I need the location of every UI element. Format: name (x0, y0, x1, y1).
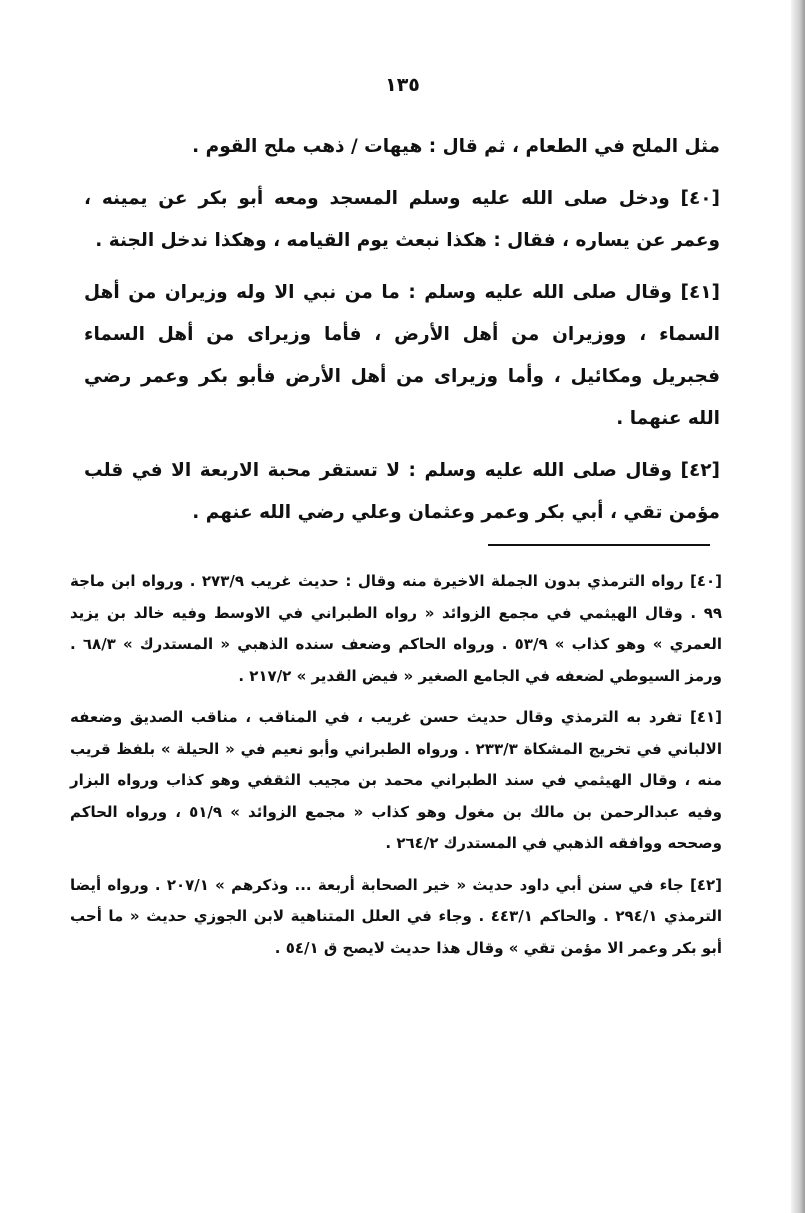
page-edge-shadow (791, 0, 805, 1213)
main-text (84, 126, 720, 544)
paragraph-42: [٤٢] وقال صلى الله عليه وسلم : لا تستقر محبة الاربعة الا في قلب مؤمن تقي ، أبي بكر وعمر وعثمان وعلي رضي الله عنهم . (84, 460, 720, 523)
footnote-42: [٤٢] جاء في سنن أبي داود حديث « خير الصحابة أربعة ... وذكرهم » ٢٠٧/١ . ورواه أيضا الترمذي ٢٩٤/١ . والحاكم ٤٤٣/١ . وجاء في العلل المتناهية لابن الجوزي حديث « ما أحب أبو بكر وعمر الا مؤمن تقي » وقال هذا حديث لايصح ق ٥٤/١ . (70, 875, 722, 957)
footnote-40: [٤٠] رواه الترمذي بدون الجملة الاخيرة منه وقال : حديث غريب ٢٧٣/٩ . ورواه ابن ماجة ٩٩ . وقال الهيثمي في مجمع الزوائد « رواه الطبراني في الاوسط وفيه خالد بن يزيد العمري » وهو كذاب » ٥٣/٩ . ورواه الحاكم وضعف سنده الذهبي « المستدرك » ٦٨/٣ . ورمز السيوطي لضعفه في الجامع الصغير « فيض القدير » ٢١٧/٢ . (70, 572, 722, 685)
page-number: ١٣٥ (385, 74, 420, 96)
footnotes (70, 566, 722, 974)
paragraph-40: [٤٠] ودخل صلى الله عليه وسلم المسجد ومعه أبو بكر عن يمينه ، وعمر عن يساره ، فقال : هكذا نبعث يوم القيامه ، وهكذا ندخل الجنة . (84, 188, 720, 251)
footnote-41: [٤١] تفرد به الترمذي وقال حديث حسن غريب ، في المناقب ، مناقب الصديق وضعفه الالباني في تخريج المشكاة ٢٣٣/٣ . ورواه الطبراني وأبو نعيم في « الحيلة » بلفظ قريب منه ، وقال الهيثمي في سند الطبراني محمد بن مجيب الثقفي وهو كذاب ورواه البزار وفيه عبدالرحمن بن مالك بن مغول وهو كذاب « مجمع الزوائد » ٥١/٩ ، ورواه الحاكم وصححه ووافقه الذهبي في المستدرك ٢٦٤/٢ . (70, 708, 722, 852)
paragraph-41: [٤١] وقال صلى الله عليه وسلم : ما من نبي الا وله وزيران من أهل السماء ، ووزيران من أهل الأرض ، فأما وزيراى من أهل السماء فجبريل ومكائيل ، وأما وزيراى من أهل الأرض فأبو بكر وعمر رضي الله عنهما . (84, 282, 720, 429)
paragraph-intro: مثل الملح في الطعام ، ثم قال : هيهات / ذهب ملح القوم . (192, 136, 720, 157)
footnote-divider (488, 544, 710, 546)
